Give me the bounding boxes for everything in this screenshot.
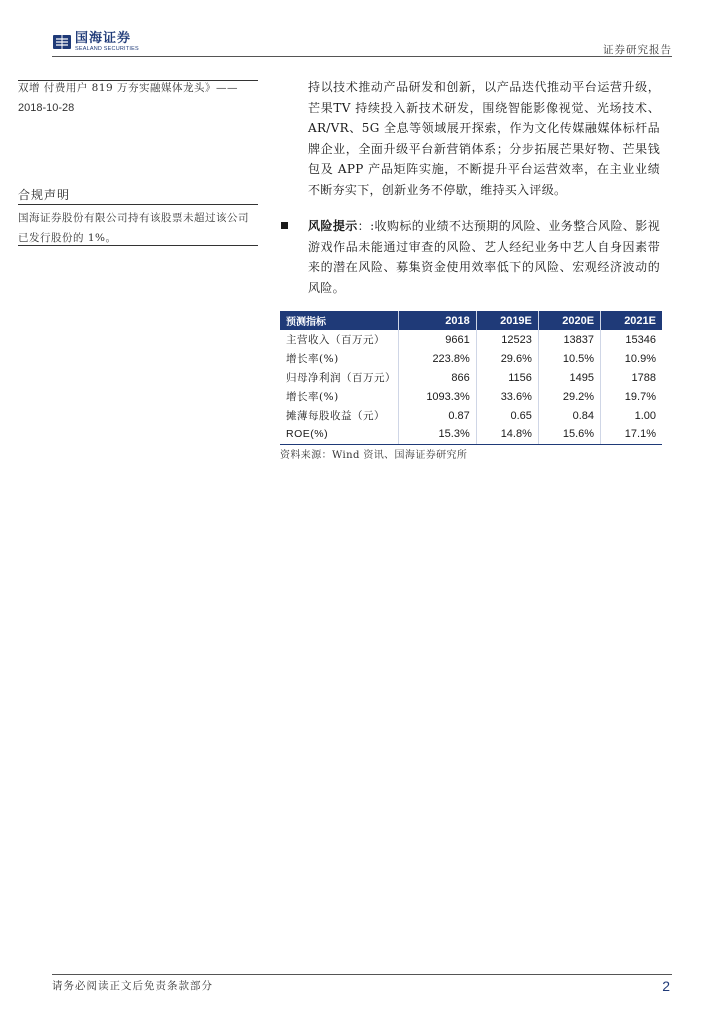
table-cell: 9661 (398, 330, 476, 349)
compliance-heading: 合规声明 (18, 188, 71, 202)
table-cell: 1093.3% (398, 387, 476, 406)
footer-disclaimer: 请务必阅读正文后免责条款部分 (52, 980, 213, 992)
header-cell-indicator: 预测指标 (280, 311, 398, 330)
table-cell: 1156 (476, 368, 538, 387)
table-row (280, 387, 662, 406)
table-row (280, 349, 662, 368)
risk-text: 收购标的业绩不达预期的风险、业务整合风险、影视游戏作品未能通过审查的风险、艺人经纪业务中艺人自身因素带来的潜在风险、募集资金使用效率低下的风险、宏观经济波动的风险。 (308, 219, 660, 295)
table-cell: 15.3% (398, 425, 476, 444)
company-logo (52, 32, 139, 53)
page-header (0, 0, 724, 60)
table-cell: 10.5% (538, 349, 600, 368)
table-cell: 223.8% (398, 349, 476, 368)
table-cell: 12523 (476, 330, 538, 349)
table-cell: 866 (398, 368, 476, 387)
risk-paragraph (308, 216, 660, 298)
sealand-logo-icon (52, 32, 72, 52)
compliance-bottom-divider (18, 245, 258, 246)
table-cell: 13837 (538, 330, 600, 349)
table-cell: 1788 (601, 368, 662, 387)
table-cell: 14.8% (476, 425, 538, 444)
logo-chinese-name: 国海证券 (75, 31, 132, 46)
table-header-row (280, 311, 662, 330)
table-cell: 0.84 (538, 406, 600, 425)
table-cell: 33.6% (476, 387, 538, 406)
header-cell-2019e: 2019E (476, 311, 538, 330)
header-divider (52, 56, 672, 57)
row-label: 增长率(%) (286, 391, 339, 403)
risk-colon: ：: (357, 219, 375, 233)
table-cell: 15.6% (538, 425, 600, 444)
compliance-divider (18, 204, 258, 205)
table-row (280, 425, 662, 444)
table-source-note: 资料来源：Wind 资讯、国海证券研究所 (280, 450, 468, 461)
investment-summary-paragraph: 持以技术推动产品研发和创新，以产品迭代推动平台运营升级，芒果TV 持续投入新技术研发，围绕智能影像视觉、光场技术、AR/VR、5G 全息等领域展开探索，作为文化传媒融媒体标杆品牌企业，全面升级平台新营销体系；分步拓展芒果好物、芒果钱包及 APP 产品矩阵实施，不断提升平台运营效率，在主业业绩不断夯实下，创新业务不停歇，维持买入评级。 (308, 80, 660, 197)
table-cell: 29.6% (476, 349, 538, 368)
document-type: 证券研究报告 (603, 44, 672, 56)
table-row (280, 330, 662, 349)
related-report-title: 双增 付费用户 819 万夯实融媒体龙头》—— (18, 82, 239, 94)
table-cell: 17.1% (601, 425, 662, 444)
table-row (280, 368, 662, 387)
bullet-square-icon (281, 222, 288, 229)
table-cell: 1.00 (601, 406, 662, 425)
table-cell: 1495 (538, 368, 600, 387)
table-cell: 0.87 (398, 406, 476, 425)
compliance-statement: 国海证券股份有限公司持有该股票未超过该公司已发行股份的 1%。 (18, 212, 249, 244)
related-reports (18, 80, 258, 114)
table-cell: 19.7% (601, 387, 662, 406)
table-cell: 15346 (601, 330, 662, 349)
forecast-table (280, 311, 662, 445)
row-label: 增长率(%) (286, 353, 339, 365)
risk-title: 风险提示 (308, 219, 358, 233)
related-report-date: 2018-10-28 (18, 102, 75, 114)
header-cell-2018: 2018 (398, 311, 476, 330)
page-number: 2 (662, 978, 670, 994)
header-cell-2021e: 2021E (601, 311, 662, 330)
table-row (280, 406, 662, 425)
row-label: 归母净利润（百万元） (286, 372, 396, 384)
logo-english-name: SEALAND SECURITIES (75, 46, 139, 52)
table-cell: 29.2% (538, 387, 600, 406)
table-cell: 10.9% (601, 349, 662, 368)
footer-divider (52, 974, 672, 975)
table-cell: 0.65 (476, 406, 538, 425)
row-label: ROE(%) (280, 425, 398, 444)
header-cell-2020e: 2020E (538, 311, 600, 330)
row-label: 摊薄每股收益（元） (286, 410, 385, 422)
row-label: 主营收入（百万元） (286, 334, 385, 346)
